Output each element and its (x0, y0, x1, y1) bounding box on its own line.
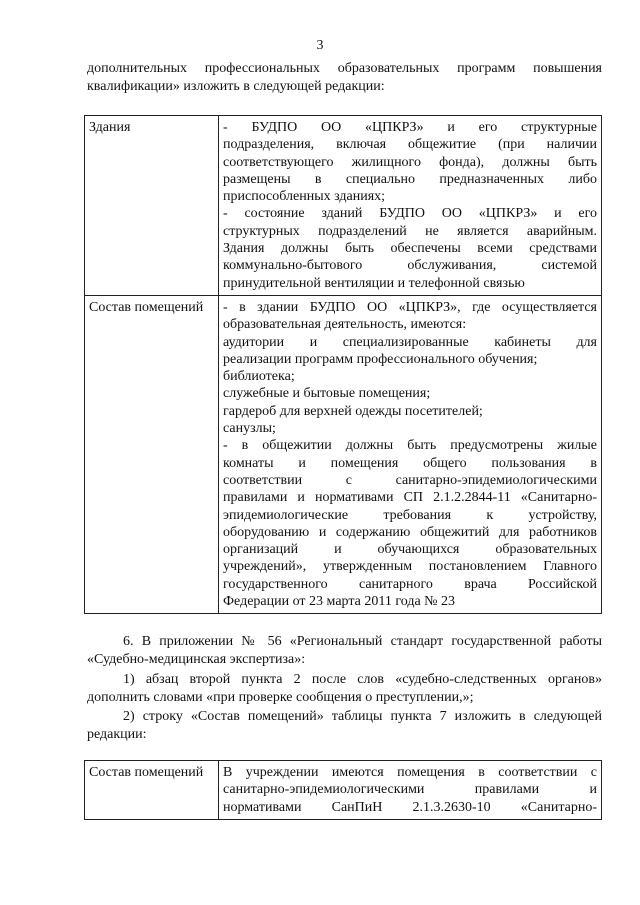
section6-item2: 2) строку «Состав помещений» таблицы пункта 7 изложить в следующей редакции: (87, 709, 602, 742)
text-line: эпидемиологические требования к устройству, (223, 507, 597, 523)
text-line: оборудованию и содержанию общежитий для работников (223, 524, 597, 540)
text-line: принудительной вентиляции и телефонной связью (223, 275, 525, 291)
text-line: соответствии с санитарно-эпидемиологическими (223, 472, 597, 488)
text-line: реализации программ профессионального обучения; (223, 351, 538, 367)
text-line: служебные и бытовые помещения; (223, 386, 431, 402)
text-line: учреждений», утвержденным постановлением Главного (223, 559, 597, 575)
row-content-rooms-new (219, 761, 602, 820)
text-line: нормативами СанПиН 2.1.3.2630-10 «Санитарно- (223, 799, 597, 815)
text-line: соответствующего жилищного фонда), должны быть (223, 154, 597, 170)
intro-paragraph: дополнительных профессиональных образовательных программ повышения квалификации» изложить в следующей редакции: (87, 61, 602, 94)
text-line: В учреждении имеются помещения в соответствии с (223, 765, 597, 780)
page-number: 3 (316, 38, 324, 53)
text-line: приспособленных зданиях; (223, 189, 386, 205)
table-row-rooms (85, 295, 602, 613)
table-row-buildings (85, 116, 602, 296)
text-line: организаций и обучающихся образовательных (223, 542, 597, 558)
text-line: Здания должны быть обеспечены всеми средствами (223, 241, 597, 257)
text-line: - в здании БУДПО ОО «ЦПКРЗ», где осуществляется (223, 299, 597, 315)
text-line: образовательная деятельность, имеются: (223, 317, 467, 333)
text-line: аудитории и специализированные кабинеты для (223, 334, 597, 350)
text-line: комнаты и помещения общего пользования в (223, 455, 597, 471)
text-line: - состояние зданий БУДПО ОО «ЦПКРЗ» и его (223, 206, 597, 222)
text-line: гардероб для верхней одежды посетителей; (223, 403, 483, 419)
text-line: Федерации от 23 марта 2011 года № 23 (223, 594, 456, 610)
row-label-buildings: Здания (85, 116, 219, 296)
text-line: - в общежитии должны быть предусмотрены жилые (223, 438, 597, 454)
text-line: структурных подразделений не является аварийным. (223, 223, 597, 239)
row-label-rooms-new: Состав помещений (85, 761, 219, 820)
text-line: - БУДПО ОО «ЦПКРЗ» и его структурные (223, 120, 597, 135)
row-content-buildings (219, 116, 602, 296)
section6-item1: 1) абзац второй пункта 2 после слов «судебно-следственных органов» дополнить словами «при проверке сообщения о преступлении,»; (87, 672, 602, 705)
text-line: подразделения, включая общежитие (при наличии (223, 137, 597, 153)
section6-heading: 6. В приложении № 56 «Региональный стандарт государственной работы «Судебно-медицинская экспертиза»: (87, 634, 602, 667)
text-line: правилами и нормативами СП 2.1.2.2844-11 «Санитарно- (223, 490, 597, 506)
table-rooms (84, 760, 602, 820)
text-line: санузлы; (223, 421, 276, 437)
text-line: коммунально-бытового обслуживания, системой (223, 258, 597, 274)
row-content-rooms (219, 295, 602, 613)
table-row-rooms-new (85, 761, 602, 820)
text-line: библиотека; (223, 369, 295, 385)
text-line: санитарно-эпидемиологическими правилами и (223, 782, 597, 798)
text-line: государственного санитарного врача Российской (223, 576, 597, 592)
table-buildings (84, 115, 602, 614)
text-line: размещены в специально предназначенных либо (223, 171, 597, 187)
row-label-rooms: Состав помещений (85, 295, 219, 613)
